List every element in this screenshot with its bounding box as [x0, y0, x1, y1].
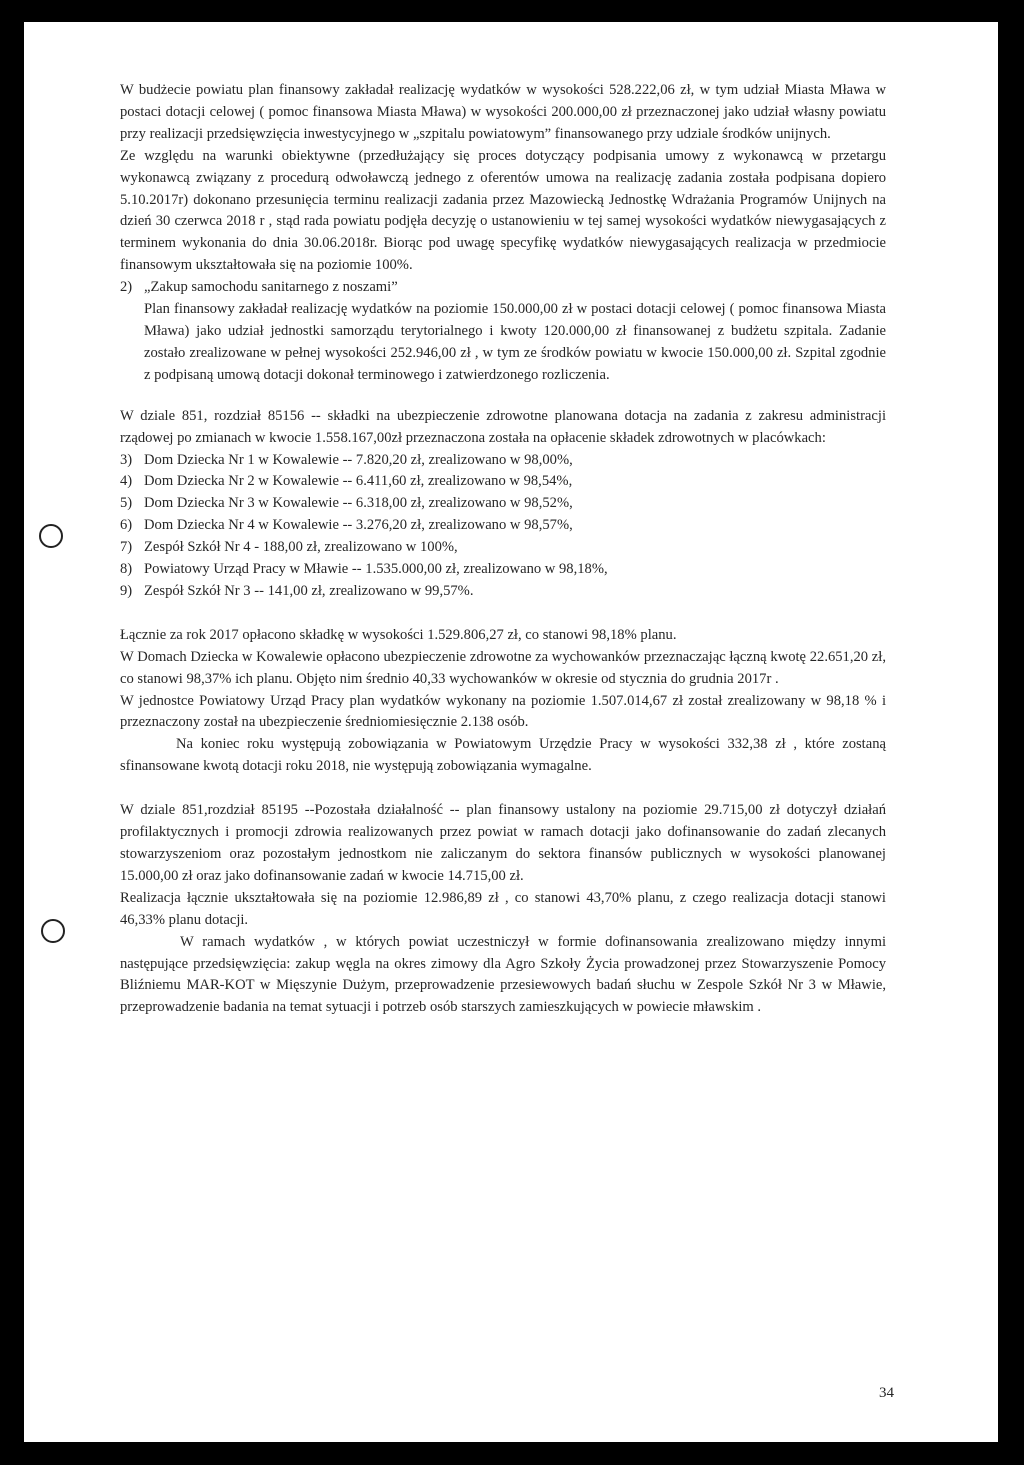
- list-item-text: Dom Dziecka Nr 3 w Kowalewie -- 6.318,00 zł, zrealizowano w 98,52%,: [144, 495, 573, 512]
- paragraph-orphanages: W Domach Dziecka w Kowalewie opłacono ubezpieczenie zdrowotne za wychowanków przeznaczając łączną kwotę 22.651,20 zł, co stanowi 98,37% ich planu. Objęto nim średnio 40,33 wychowanków w okresie od stycznia do grudnia 2017r .: [120, 648, 886, 687]
- list-item: [120, 471, 886, 493]
- paragraph-initiatives: W ramach wydatków , w których powiat uczestniczył w formie dofinansowania zrealizowano między innymi następujące przedsięwzięcia: zakup węgla na okres zimowy dla Agro Szkoły Życia prowadzonej przez Stowarzyszenie Pomocy Bliźniemu MAR-KOT w Mięszynie Dużym, przeprowadzenie przesiewowych badań słuchu w Zespole Szkół Nr 3 w Mławie, przeprowadzenie badania na temat sytuacji i potrzeb osób starszych zamieszkujących w powiecie mławskim .: [120, 933, 886, 1016]
- list-item: [120, 515, 886, 537]
- list-item: [120, 537, 886, 559]
- punch-hole-bottom: [41, 919, 65, 943]
- paragraph-total: Łącznie za rok 2017 opłacono składkę w wysokości 1.529.806,27 zł, co stanowi 98,18% planu.: [120, 626, 677, 643]
- list-item: [120, 493, 886, 515]
- list-item-text: Zespół Szkół Nr 4 - 188,00 zł, zrealizowano w 100%,: [144, 539, 458, 556]
- institution-list: [120, 450, 886, 603]
- paragraph-budget: W budżecie powiatu plan finansowy zakładał realizację wydatków w wysokości 528.222,06 zł, w tym udział Miasta Mława w postaci dotacji celowej ( pomoc finansowa Miasta Mława) w wysokości 200.000,00 zł przeznaczonej jako udział własny powiatu przy realizacji przedsięwzięcia inwestycyjnego w „szpitalu powiatowym” finansowanego przy udziale środków unijnych.: [120, 82, 886, 142]
- list-item-number: 6): [120, 517, 133, 534]
- list-item-title: „Zakup samochodu sanitarnego z noszami”: [144, 279, 398, 296]
- list-item-text: Dom Dziecka Nr 1 w Kowalewie -- 7.820,20 zł, zrealizowano w 98,00%,: [144, 451, 573, 468]
- paragraph-section-851: W dziale 851, rozdział 85156 -- składki na ubezpieczenie zdrowotne planowana dotacja na zadania z zakresu administracji rządowej po zmianach w kwocie 1.558.167,00zł przeznaczona została na opłacenie składek zdrowotnych w placówkach:: [120, 407, 886, 446]
- punch-hole-top: [39, 524, 63, 548]
- paragraph-section-85195: W dziale 851,rozdział 85195 --Pozostała działalność -- plan finansowy ustalony na poziomie 29.715,00 zł dotyczył działań profilaktycznych i promocji zdrowia realizowanych przez powiat w ramach dotacji jako dofinansowanie do zadań zlecanych stowarzyszeniom oraz pozostałym jednostkom nie zaliczanym do sektora finansów publicznych w wysokości planowanej 15.000,00 zł oraz jako dofinansowanie zadań w kwocie 14.715,00 zł.: [120, 802, 886, 884]
- list-item-number: 4): [120, 473, 133, 490]
- list-item: [120, 581, 886, 603]
- paragraph-labour-office: W jednostce Powiatowy Urząd Pracy plan wydatków wykonany na poziomie 1.507.014,67 zł został zrealizowany w 98,18 % i przeznaczony został na ubezpieczenie średniomiesięcznie 2.138 osób.: [120, 692, 886, 731]
- list-item-number: 2): [120, 279, 133, 296]
- list-item-number: 9): [120, 582, 133, 599]
- paragraph-realization: Realizacja łącznie ukształtowała się na poziomie 12.986,89 zł , co stanowi 43,70% planu, z czego realizacja dotacji stanowi 46,33% planu dotacji.: [120, 889, 886, 928]
- page-number: 34: [879, 1385, 894, 1401]
- document-page: [24, 22, 998, 1442]
- list-item-number: 3): [120, 451, 133, 468]
- paragraph-ambulance: Plan finansowy zakładał realizację wydatków na poziomie 150.000,00 zł w postaci dotacji celowej ( pomoc finansowa Miasta Mława) jako udział jednostki samorządu terytorialnego i kwoty 120.000,00 zł finansowanej z budżetu szpitala. Zadanie zostało zrealizowane w pełnej wysokości 252.946,00 zł , w tym ze środków powiatu w kwocie 150.000,00 zł. Szpital zgodnie z podpisaną umową dotacji dokonał terminowego i zatwierdzonego rozliczenia.: [144, 301, 886, 383]
- paragraph-liabilities: Na koniec roku występują zobowiązania w Powiatowym Urzędzie Pracy w wysokości 332,38 zł , które zostaną sfinansowane kwotą dotacji roku 2018, nie występują zobowiązania wymagalne.: [120, 736, 886, 775]
- list-item-2: [120, 277, 886, 299]
- list-item-number: 8): [120, 561, 133, 578]
- list-item-text: Dom Dziecka Nr 2 w Kowalewie -- 6.411,60 zł, zrealizowano w 98,54%,: [144, 473, 573, 490]
- list-item-text: Dom Dziecka Nr 4 w Kowalewie -- 3.276,20 zł, zrealizowano w 98,57%,: [144, 517, 573, 534]
- list-item-text: Zespół Szkół Nr 3 -- 141,00 zł, zrealizowano w 99,57%.: [144, 582, 474, 599]
- page-body: [120, 80, 886, 1019]
- list-item-text: Powiatowy Urząd Pracy w Mławie -- 1.535.000,00 zł, zrealizowano w 98,18%,: [144, 561, 608, 578]
- list-item: [120, 450, 886, 472]
- paragraph-deadline: Ze względu na warunki obiektywne (przedłużający się proces dotyczący podpisania umowy z wykonawcą w przetargu wykonawcą związany z procedurą odwoławczą jednego z oferentów umowa na realizację zadania została podpisana dopiero 5.10.2017r) dokonano przesunięcia terminu realizacji zadania przez Mazowiecką Jednostkę Wdrażania Programów Unijnych na dzień 30 czerwca 2018 r , stąd rada powiatu podjęła decyzję o ustanowieniu w tej samej wysokości wydatków niewygasających z terminem wykonania do dnia 30.06.2018r. Biorąc pod uwagę specyfikę wydatków niewygasających realizacja w przedmiocie finansowym ukształtowała się na poziomie 100%.: [120, 147, 886, 274]
- list-item-number: 5): [120, 495, 133, 512]
- list-item-number: 7): [120, 539, 133, 556]
- list-item: [120, 559, 886, 581]
